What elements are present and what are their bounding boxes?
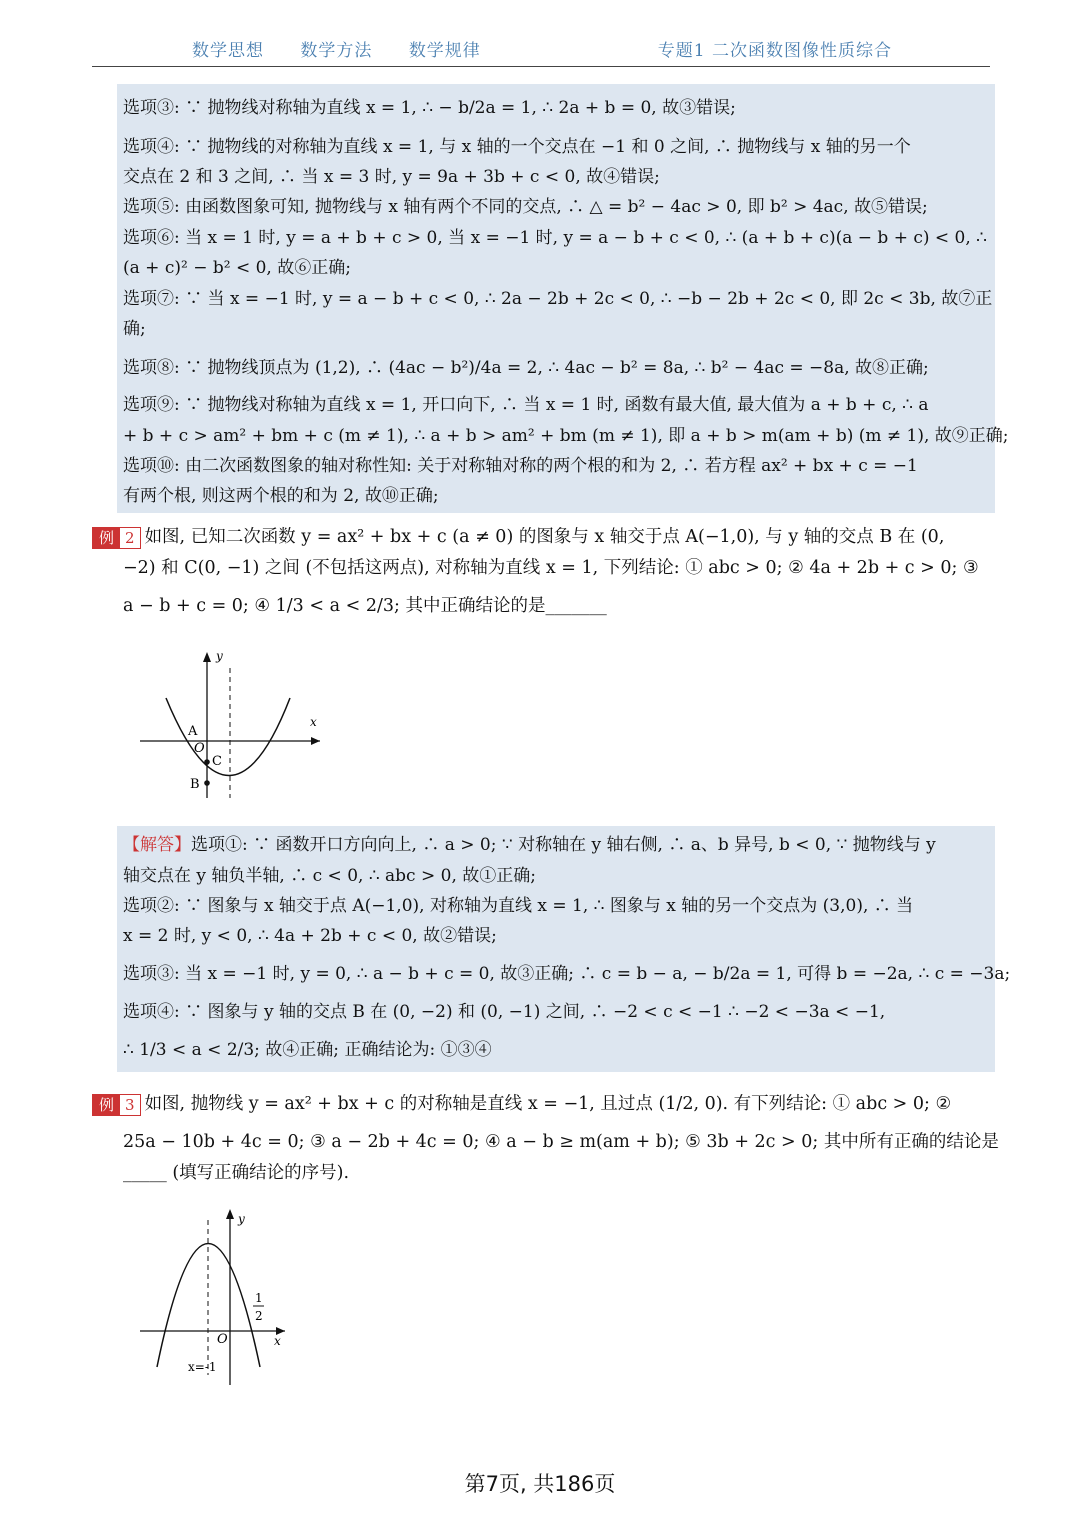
solution-line: x = 2 时, y < 0, ∴ 4a + 2b + c < 0, 故②错误;	[123, 926, 497, 946]
half-numerator: 1	[255, 1291, 263, 1305]
label-o: O	[194, 741, 205, 756]
example-3-line: 25a − 10b + 4c = 0; ③ a − 2b + 4c = 0; ④ a − b ≥ m(am + b); ⑤ 3b + 2c > 0; 其中所有正确的结论是	[123, 1132, 999, 1152]
example-3-line: _____ (填写正确结论的序号).	[123, 1163, 350, 1183]
solution-line: 【解答】选项①: ∵ 函数开口方向向上, ∴ a > 0; ∵ 对称轴在 y 轴右侧, ∴ a、b 异号, b < 0, ∵ 抛物线与 y	[123, 835, 936, 855]
example-2-line: a − b + c = 0; ④ 1/3 < a < 2/3; 其中正确结论的是_______	[123, 596, 607, 616]
solution-line: 轴交点在 y 轴负半轴, ∴ c < 0, ∴ abc > 0, 故①正确;	[123, 866, 536, 886]
example-3-line: 例 3 如图, 抛物线 y = ax² + bx + c 的对称轴是直线 x = −1, 且过点 (1/2, 0). 有下列结论: ① abc > 0; ②	[92, 1093, 951, 1116]
solution-line: + b + c > am² + bm + c (m ≠ 1), ∴ a + b > am² + bm (m ≠ 1), 即 a + b > m(am + b) (m ≠ 1), 故⑨正确;	[123, 426, 1009, 446]
solution-line: 有两个根, 则这两个根的和为 2, 故⑩正确;	[123, 486, 439, 506]
label-o: O	[217, 1332, 228, 1347]
label-c: C	[212, 754, 222, 769]
example-2-line: 例 2 如图, 已知二次函数 y = ax² + bx + c (a ≠ 0) 的图象与 x 轴交于点 A(−1,0), 与 y 轴的交点 B 在 (0,	[92, 526, 944, 549]
example-2-figure	[130, 648, 330, 808]
header-tag: 数学规律	[408, 41, 481, 61]
solution-line: 交点在 2 和 3 之间, ∴ 当 x = 3 时, y = 9a + 3b + c < 0, 故④错误;	[123, 167, 660, 187]
y-label: y	[238, 1212, 245, 1226]
solution-line: 确;	[123, 319, 146, 339]
page-header	[92, 30, 990, 67]
solution-line: 选项⑦: ∵ 当 x = −1 时, y = a − b + c < 0, ∴ 2a − 2b + 2c < 0, ∴ −b − 2b + 2c < 0, 即 2c < 3b, 故⑦正	[123, 289, 993, 309]
solution-line: 选项⑧: ∵ 抛物线顶点为 (1,2), ∴ (4ac − b²)/4a = 2, ∴ 4ac − b² = 8a, ∴ b² − 4ac = −8a, 故⑧正确;	[123, 358, 929, 378]
header-tag: 数学方法	[300, 41, 373, 61]
header-topic: 专题1 二次函数图像性质综合	[657, 41, 892, 61]
half-denominator: 2	[255, 1309, 263, 1323]
example-3-figure	[130, 1205, 300, 1390]
answer-label: 【解答】	[123, 835, 191, 855]
solution-line: 选项④: ∵ 图象与 y 轴的交点 B 在 (0, −2) 和 (0, −1) 之间, ∴ −2 < c < −1 ∴ −2 < −3a < −1,	[123, 1002, 886, 1022]
solution-line: 选项②: ∵ 图象与 x 轴交于点 A(−1,0), 对称轴为直线 x = 1, ∴ 图象与 x 轴的另一个交点为 (3,0), ∴ 当	[123, 896, 914, 916]
header-tags	[192, 36, 511, 61]
example-badge: 例 3	[92, 1094, 141, 1116]
solution-line: ∴ 1/3 < a < 2/3; 故④正确; 正确结论为: ①③④	[123, 1040, 492, 1060]
axis-label: x=-1	[188, 1360, 217, 1374]
x-label: x	[310, 715, 317, 729]
solution-box-2	[117, 826, 995, 1072]
label-b: B	[190, 777, 200, 792]
point-c	[204, 759, 210, 765]
solution-line: (a + c)² − b² < 0, 故⑥正确;	[123, 258, 351, 278]
point-b	[204, 780, 210, 786]
header-tag: 数学思想	[192, 41, 264, 61]
solution-line: 选项⑤: 由函数图象可知, 抛物线与 x 轴有两个不同的交点, ∴ △ = b² − 4ac > 0, 即 b² > 4ac, 故⑤错误;	[123, 197, 928, 217]
y-axis-arrow	[203, 652, 211, 662]
x-axis-arrow	[311, 737, 320, 745]
solution-line: 选项⑩: 由二次函数图象的轴对称性知: 关于对称轴对称的两个根的和为 2, ∴ 若方程 ax² + bx + c = −1	[123, 456, 918, 476]
solution-line: 选项③: 当 x = −1 时, y = 0, ∴ a − b + c = 0, 故③正确; ∴ c = b − a, − b/2a = 1, 可得 b = −2a, ∴ c = −3a;	[123, 964, 1011, 984]
x-label: x	[274, 1334, 281, 1348]
y-label: y	[216, 649, 223, 663]
label-a: A	[188, 724, 198, 739]
page-footer: 第7页, 共186页	[464, 1472, 616, 1496]
solution-line: 选项③: ∵ 抛物线对称轴为直线 x = 1, ∴ − b/2a = 1, ∴ 2a + b = 0, 故③错误;	[123, 98, 736, 118]
solution-line: 选项⑨: ∵ 抛物线对称轴为直线 x = 1, 开口向下, ∴ 当 x = 1 时, 函数有最大值, 最大值为 a + b + c, ∴ a	[123, 395, 929, 415]
y-axis-arrow	[226, 1209, 234, 1219]
parabola	[166, 698, 290, 776]
solution-line: 选项④: ∵ 抛物线的对称轴为直线 x = 1, 与 x 轴的一个交点在 −1 和 0 之间, ∴ 抛物线与 x 轴的另一个	[123, 137, 911, 157]
solution-line: 选项⑥: 当 x = 1 时, y = a + b + c > 0, 当 x = −1 时, y = a − b + c < 0, ∴ (a + b + c)(a − b + c) < 0, ∴	[123, 228, 987, 248]
example-badge: 例 2	[92, 527, 141, 549]
example-2-line: −2) 和 C(0, −1) 之间 (不包括这两点), 对称轴为直线 x = 1, 下列结论: ① abc > 0; ② 4a + 2b + c > 0; ③	[123, 558, 979, 578]
